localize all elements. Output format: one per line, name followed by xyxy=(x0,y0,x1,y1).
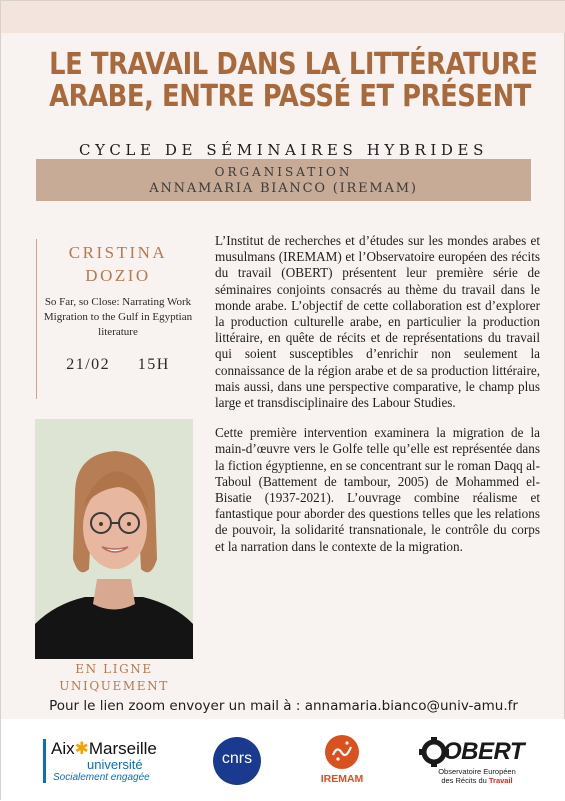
amu-wordmark xyxy=(51,739,157,759)
organisation-name: ANNAMARIA BIANCO (IREMAM) xyxy=(149,181,418,196)
session-date: 21/02 xyxy=(66,356,111,373)
iremam-wordmark: IREMAM xyxy=(320,773,364,785)
partner-logos xyxy=(1,719,565,801)
top-band xyxy=(1,1,565,33)
iremam-logo xyxy=(313,735,371,793)
organisation-label: ORGANISATION xyxy=(214,165,353,179)
seminar-cycle-subtitle: CYCLE DE SÉMINAIRES HYBRIDES xyxy=(79,141,488,159)
obert-wordmark xyxy=(443,738,524,766)
obert-text: OBERT xyxy=(443,738,525,765)
contact-line: Pour le lien zoom envoyer un mail à : annamaria.bianco@univ-amu.fr xyxy=(49,698,518,714)
online-label-line-2: UNIQUEMENT xyxy=(59,679,169,693)
speaker-first-name: CRISTINA xyxy=(68,243,168,262)
obert-tagline xyxy=(423,767,531,785)
poster-title xyxy=(49,47,538,114)
obert-tagline-accent: Travail xyxy=(488,776,513,785)
amu-universite: université xyxy=(87,757,143,772)
amu-tagline: Socialement engagée xyxy=(53,772,150,783)
description xyxy=(215,233,540,569)
online-label-line-1: EN LIGNE xyxy=(75,662,153,676)
amu-word-aix: Aix xyxy=(51,739,75,758)
amu-star-icon: ✱ xyxy=(74,739,89,758)
speaker-photo xyxy=(35,419,193,659)
amu-word-marseille: Marseille xyxy=(88,739,157,758)
speaker-last-name: DOZIO xyxy=(85,266,151,285)
obert-tagline-2-text: des Récits du xyxy=(441,776,489,785)
speaker-portrait-illustration xyxy=(35,419,193,659)
obert-tagline-2 xyxy=(423,776,531,785)
amu-bar xyxy=(43,739,46,783)
session-time: 15H xyxy=(137,356,170,373)
amu-logo xyxy=(41,739,171,789)
online-only-label xyxy=(35,661,193,695)
description-paragraph-2: Cette première intervention examinera la migration de la main-d’œuvre vers le Golfe telle qu’elle est représentée dans la fiction égyptienne, en se concentrant sur le roman Daqq al-Taboul (Battement de tambour, 2005) de Mohammed el-Bisatie (1937-2021). L’ouvrage combine réalisme et fantastique pour aborder des questions telles que les relations de pouvoir, la solidarité transnationale, le contrôle du corps et la narration dans le contexte de la migration. xyxy=(215,425,540,554)
iremam-calligraphy-icon xyxy=(325,735,359,769)
obert-tagline-1: Observatoire Européen xyxy=(438,767,516,776)
talk-title: So Far, so Close: Narrating Work Migration to the Gulf in Egyptian literature xyxy=(43,296,193,338)
iremam-circle-icon xyxy=(325,735,359,769)
obert-logo xyxy=(419,735,531,795)
description-paragraph-1: L’Institut de recherches et d’études sur les mondes arabes et musulmans (IREMAM) et l’Observatoire européen des récits du travail (OBERT) présentent leur première série de séminaires conjoints consacrés au thème du travail dans le monde arabe. L’objectif de cette collaboration est d’explorer la production culturelle arabe, en particulier la production littéraire, en quête de récits et de représentations du travail qui soient susceptibles d’enrichir non seulement la connaissance de la région arabe et de sa production littéraire, mais aussi, dans une perspective comparative, le champ plus large et transdisciplinaire des Labour Studies. xyxy=(215,233,540,411)
speaker-box xyxy=(36,239,199,399)
cnrs-logo xyxy=(213,737,261,785)
session-datetime xyxy=(37,356,199,374)
organisation-band xyxy=(36,159,531,201)
title-line-1: LE TRAVAIL DANS LA LITTÉRATURE xyxy=(49,47,538,82)
title-line-2: ARABE, ENTRE PASSÉ ET PRÉSENT xyxy=(49,79,531,114)
cnrs-wordmark: cnrs xyxy=(221,750,253,767)
